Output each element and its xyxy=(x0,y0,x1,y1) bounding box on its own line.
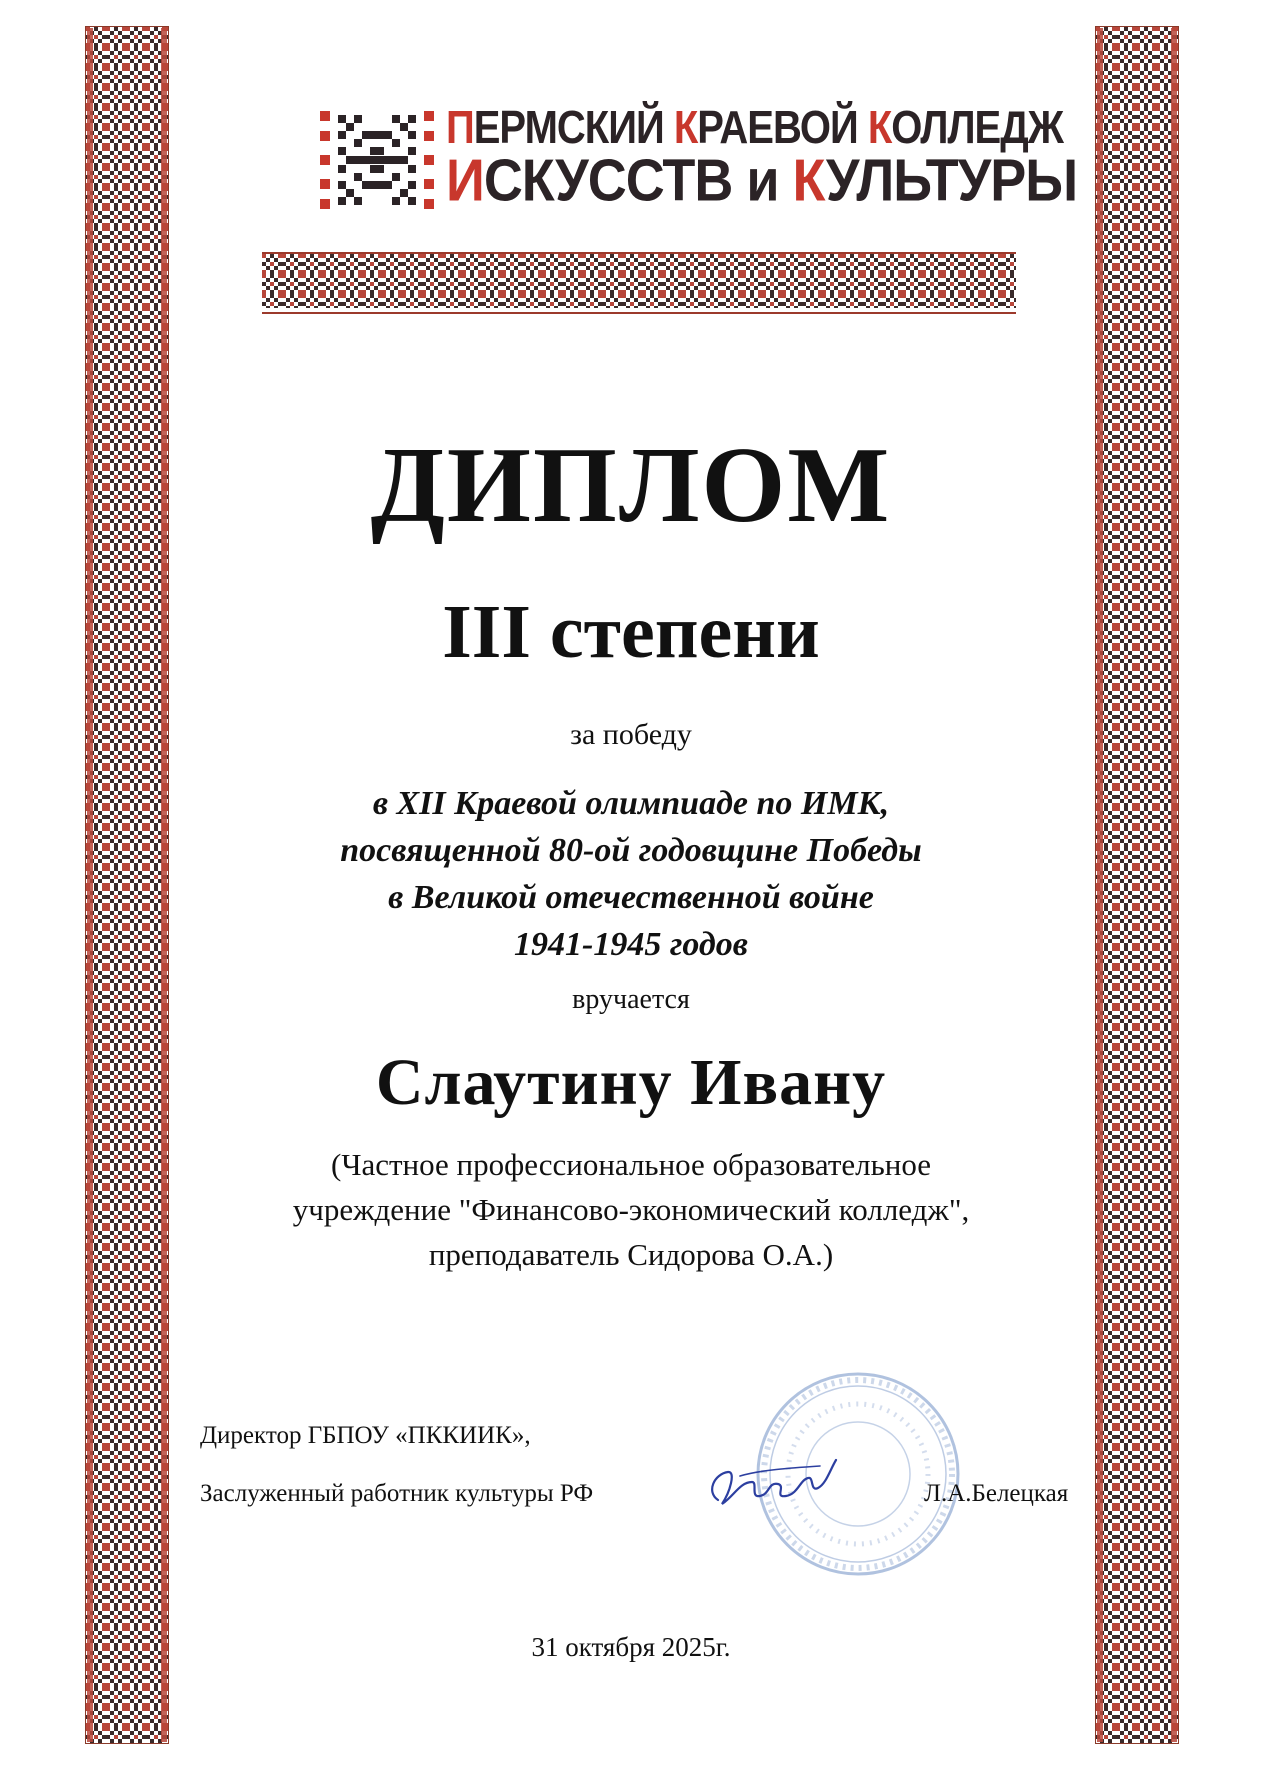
signer-position-line1: Директор ГБПОУ «ПККИИК», xyxy=(200,1422,531,1449)
event-line: в Великой отечественной войне xyxy=(388,879,874,916)
logo-word-kraevoy: РАЕВОЙ xyxy=(697,102,868,154)
event-line: в XII Краевой олимпиаде по ИМК, xyxy=(372,785,890,822)
logo-word-iskusstv: СКУССТВ и xyxy=(483,147,793,214)
awarded-text: вручается xyxy=(572,984,690,1015)
org-line: (Частное профессиональное образовательное xyxy=(331,1147,931,1182)
logo-initial-k1: К xyxy=(673,102,698,154)
event-line: посвященной 80-ой годовщине Победы xyxy=(340,832,922,869)
logo-initial-p: П xyxy=(446,102,474,154)
left-ornament-pattern xyxy=(86,27,168,1743)
org-line: учреждение "Финансово-экономический колледж", xyxy=(292,1192,970,1227)
logo-initial-k3: К xyxy=(792,147,826,214)
event-line: 1941-1945 годов xyxy=(514,926,748,963)
event-description xyxy=(200,780,1062,968)
college-logo xyxy=(318,102,1078,215)
logo-word-permskiy: ЕРМСКИЙ xyxy=(473,102,674,154)
header-ornament-band xyxy=(262,252,1016,314)
header-ornament-pattern xyxy=(262,254,1016,308)
logo-word-kolledzh: ОЛЛЕДЖ xyxy=(891,102,1063,154)
signer-position-line2: Заслуженный работник культуры РФ xyxy=(200,1480,594,1507)
logo-word-kultury: УЛЬТУРЫ xyxy=(825,147,1078,214)
for-victory-text: за победу xyxy=(570,718,692,751)
signer-name: Л.А.Белецкая xyxy=(924,1480,1069,1507)
right-ornament-pattern xyxy=(1096,27,1178,1743)
diploma-title: ДИПЛОМ xyxy=(370,426,892,545)
college-name-line2 xyxy=(446,147,1078,214)
organization-info xyxy=(200,1142,1062,1277)
college-name xyxy=(446,102,1078,214)
recipient-name: Слаутину Ивану xyxy=(375,1046,887,1119)
diploma-degree: III степени xyxy=(442,590,820,674)
handwritten-signature-icon xyxy=(700,1452,840,1522)
logo-initial-i: И xyxy=(446,147,484,214)
issue-date: 31 октября 2025г. xyxy=(531,1632,731,1662)
logo-initial-k2: К xyxy=(867,102,892,154)
org-line: преподаватель Сидорова О.А.) xyxy=(428,1237,834,1272)
ornament-logo-icon xyxy=(318,109,436,211)
right-ornament-border xyxy=(1095,26,1179,1744)
left-ornament-border xyxy=(85,26,169,1744)
college-name-line1 xyxy=(446,102,1077,154)
